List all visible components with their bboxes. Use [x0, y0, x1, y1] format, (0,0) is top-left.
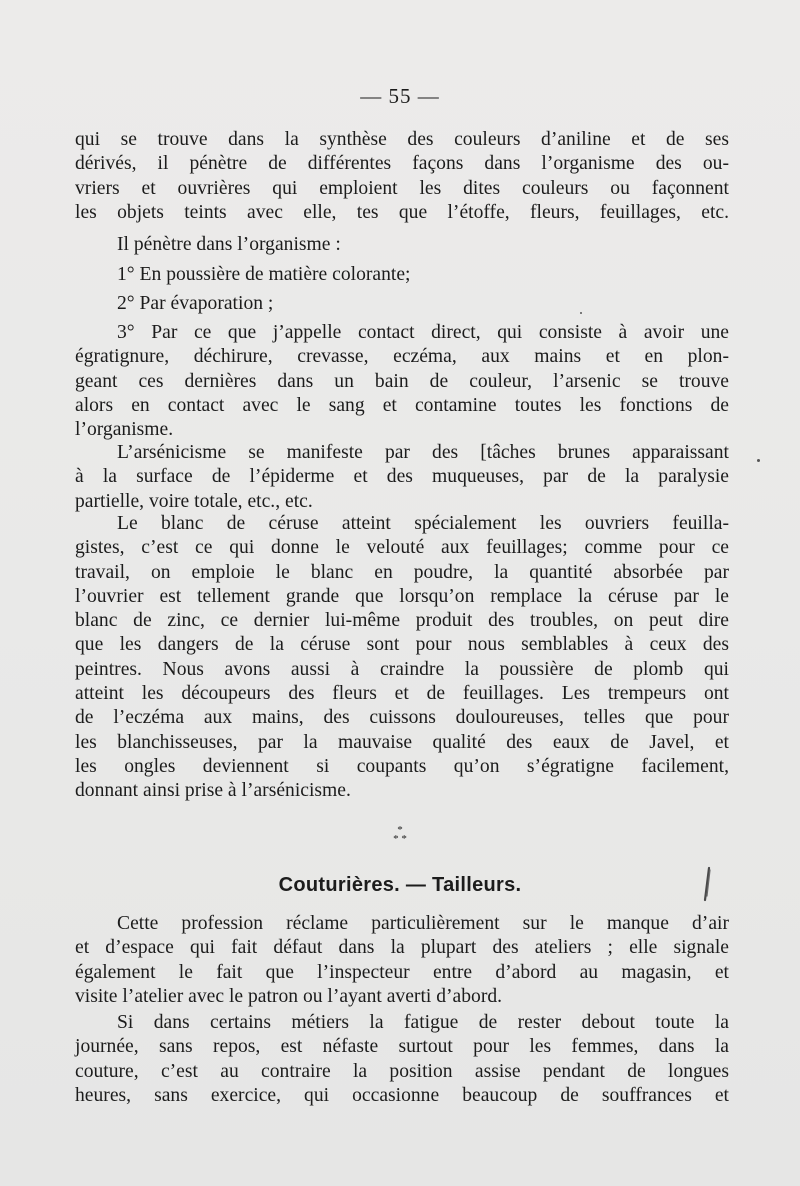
text-line: gistes, c’est ce qui donne le velouté aux feuillages; comme pour ce — [75, 537, 729, 559]
list-intro: Il pénètre dans l’organisme : — [117, 234, 341, 255]
pencil-mark-icon — [700, 866, 714, 902]
text-line: journée, sans repos, est néfaste surtout pour les femmes, dans la — [75, 1036, 729, 1058]
text-line: blanc de zinc, ce dernier lui-même produit des troubles, on peut dire — [75, 610, 729, 632]
text-line: donnant ainsi prise à l’arsénicisme. — [75, 780, 351, 802]
text-line: alors en contact avec le sang et contamine toutes les fonctions de — [75, 394, 729, 416]
text-line: égratignure, déchirure, crevasse, eczéma, aux mains et en plon- — [75, 346, 729, 368]
text-line: atteint les découpeurs des fleurs et de feuillages. Les trempeurs ont — [75, 683, 729, 705]
list-item-2: 2° Par évaporation ; — [117, 293, 274, 314]
asterism-bottom: * * — [393, 833, 407, 845]
text-line: geant ces dernières dans un bain de couleur, l’arsenic se trouve — [75, 370, 729, 392]
text-line: couture, c’est au contraire la position assise pendant de longues — [75, 1060, 729, 1082]
list-item-3 — [75, 321, 729, 442]
list-item-1: 1° En poussière de matière colorante; — [117, 264, 411, 285]
text-line: que les dangers de la céruse sont pour nous semblables à ceux des — [75, 634, 729, 656]
text-line: visite l’atelier avec le patron ou l’ayant averti d’abord. — [75, 985, 503, 1007]
text-line: à la surface de l’épiderme et des muqueuses, par de la paralysie — [75, 466, 729, 488]
text-line: L’arsénicisme se manifeste par des [tâches brunes apparaissant — [117, 442, 729, 463]
paragraph-metiers — [75, 1011, 729, 1108]
text-line: et d’espace qui fait défaut dans la plupart des ateliers ; elle signale — [75, 937, 729, 959]
text-line: l’organisme. — [75, 419, 174, 441]
asterism-top: * — [397, 824, 403, 836]
text-line: qui se trouve dans la synthèse des couleurs d’aniline et de ses — [75, 129, 729, 150]
text-line: Si dans certains métiers la fatigue de rester debout toute la — [117, 1012, 729, 1033]
paragraph-intro — [75, 128, 729, 225]
paragraph-arsenicisme — [75, 441, 729, 514]
text-line: peintres. Nous avons aussi à craindre la poussière de plomb qui — [75, 658, 729, 680]
scan-speck — [580, 312, 582, 314]
text-line: de l’eczéma aux mains, des cuissons douloureuses, telles que pour — [75, 707, 729, 729]
text-line: les objets teints avec elle, tes que l’étoffe, fleurs, feuillages, etc. — [75, 201, 729, 223]
text-line: l’ouvrier est tellement grande que lorsqu’on remplace la céruse par le — [75, 585, 729, 607]
text-line: travail, on emploie le blanc en poudre, la quantité absorbée par — [75, 561, 729, 583]
text-line: vriers et ouvrières qui emploient les dites couleurs ou façonnent — [75, 177, 729, 199]
text-line: les ongles deviennent si coupants qu’on s’égratigne facilement, — [75, 755, 729, 777]
text-line: 3° Par ce que j’appelle contact direct, qui consiste à avoir une — [117, 322, 729, 343]
page-number: — 55 — — [360, 84, 440, 108]
text-line: Cette profession réclame particulièrement sur le manque d’air — [117, 913, 729, 934]
asterism-ornament — [380, 826, 420, 844]
section-title: Couturières. — Tailleurs. — [278, 874, 522, 896]
text-line: les blanchisseuses, par la mauvaise qualité des eaux de Javel, et — [75, 731, 729, 753]
paragraph-couturieres — [75, 912, 729, 1009]
text-line: heures, sans exercice, qui occasionne beaucoup de souffrances et — [75, 1084, 729, 1106]
text-line: partielle, voire totale, etc., etc. — [75, 490, 313, 512]
text-line: dérivés, il pénètre de différentes façons dans l’organisme des ou- — [75, 153, 729, 175]
paragraph-ceruse — [75, 512, 729, 804]
text-line: également le fait que l’inspecteur entre d’abord au magasin, et — [75, 961, 729, 983]
text-line: Le blanc de céruse atteint spécialement les ouvriers feuilla- — [117, 513, 729, 534]
scan-speck — [757, 459, 760, 462]
